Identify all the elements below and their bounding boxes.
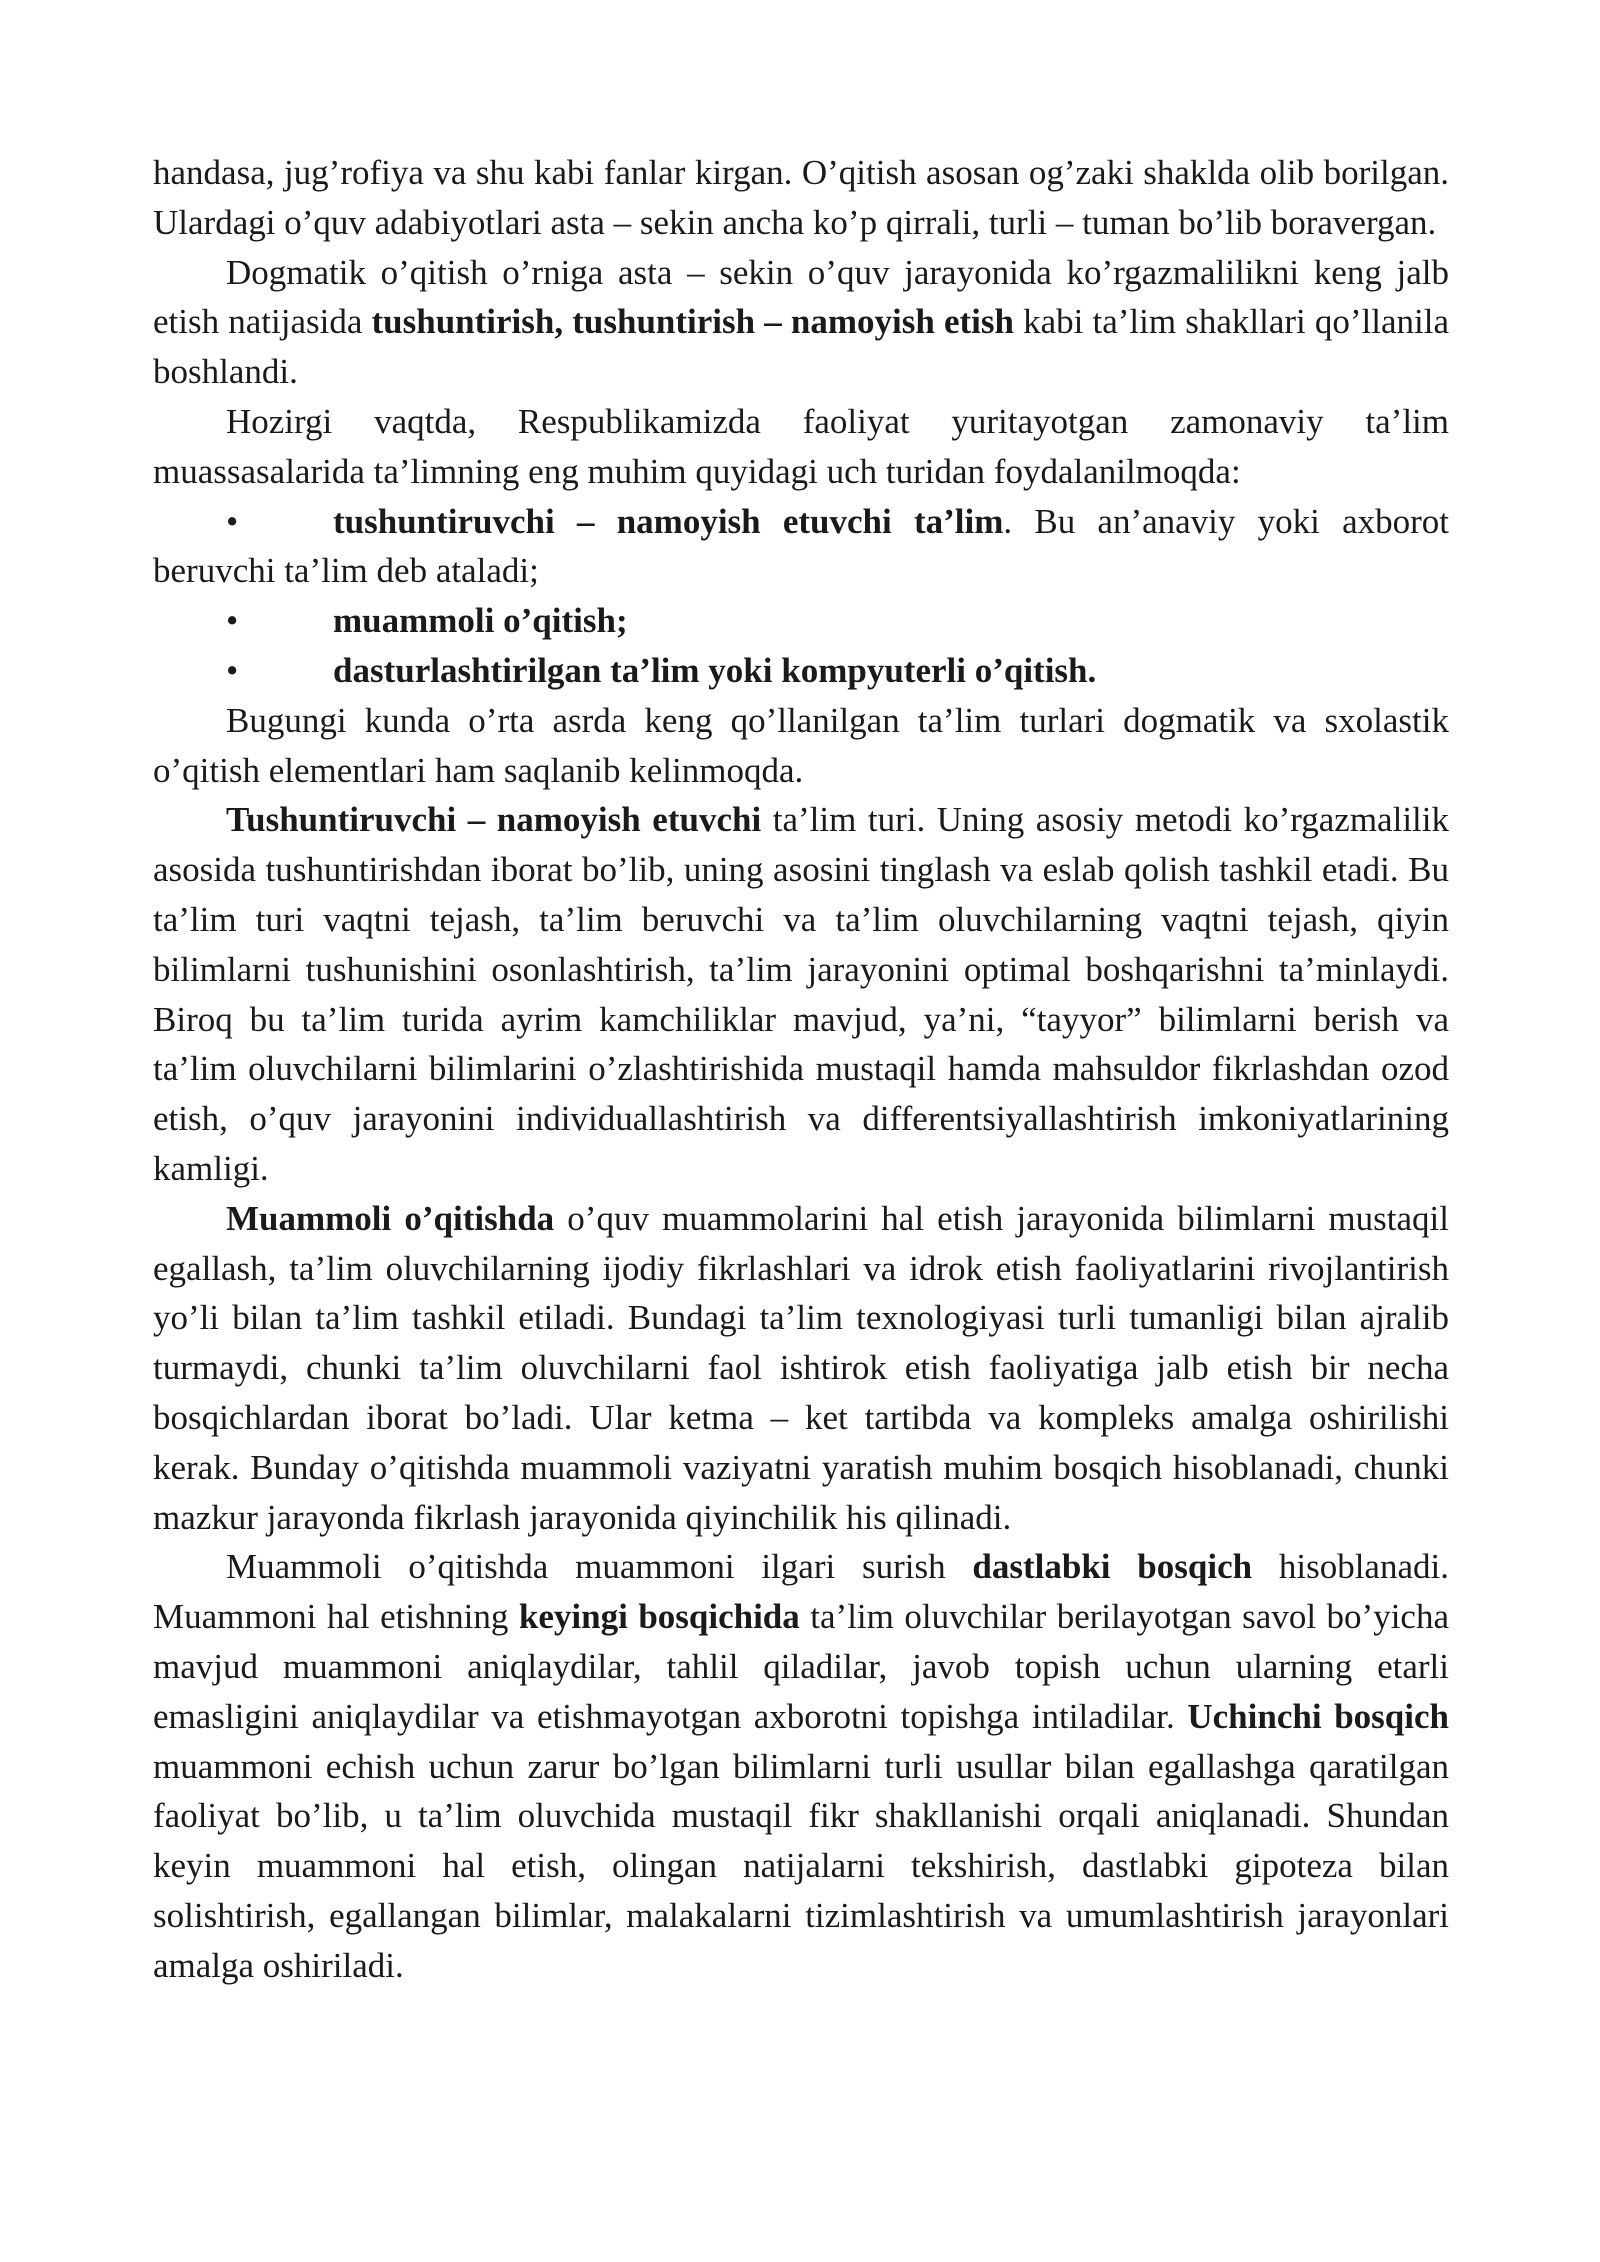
paragraph-bosqichlar (153, 1542, 1449, 1990)
paragraph-text: kabi ta’lim shakllari qo’llanila boshlandi. (153, 302, 1450, 392)
bullet-icon: • (226, 601, 239, 641)
paragraph-text: Bugungi kunda o’rta asrda keng qo’llanilgan ta’lim turlari dogmatik va sxolastik o’qitish elementlari ham saqlanib kelinmoqda. (153, 700, 1449, 790)
paragraph-tushuntiruvchi (153, 795, 1449, 1193)
paragraph-text: Muammoli o’qitishda muammoni ilgari surish (226, 1547, 973, 1587)
paragraph-text: handasa, jug’rofiya va shu kabi fanlar kirgan. O’qitish asosan og’zaki shaklda olib borilgan. Ulardagi o’quv adabiyotlari asta – sekin ancha ko’p qirrali, turli – tuman bo’lib boravergan. (153, 153, 1449, 242)
bold-term: tushuntiruvchi – namoyish etuvchi ta’lim (333, 501, 1004, 541)
paragraph-text: ta’lim oluvchilar berilayotgan savol bo’yicha mavjud muammoni aniqlaydilar, tahlil qiladilar, javob topish uchun ularning etarli emasligini aniqlaydilar va etishmayotgan axborotni topishga intiladilar. (153, 1597, 1449, 1736)
document-page (153, 148, 1449, 1990)
bold-term: Uchinchi bosqich (1187, 1696, 1449, 1736)
bold-term: Tushuntiruvchi – namoyish etuvchi (226, 800, 762, 840)
bold-term: tushuntirish, tushuntirish – namoyish etish (371, 302, 1014, 342)
bullet-item-dasturlashtirilgan (153, 646, 1449, 696)
bold-term: Muammoli o’qitishda (226, 1198, 555, 1238)
bullet-icon: • (226, 650, 239, 690)
paragraph-text: o’quv muammolarini hal etish jarayonida bilimlarni mustaqil egallash, ta’lim oluvchilarning ijodiy fikrlashlari va idrok etish faoliyatlarini rivojlantirish yo’li bilan ta’lim tashkil etiladi. Bundagi ta’lim texnologiyasi turli tumanligi bilan ajralib turmaydi, chunki ta’lim oluvchilarni faol ishtirok etish faoliyatiga jalb etish bir necha bosqichlardan iborat bo’ladi. Ular ketma – ket tartibda va kompleks amalga oshirilishi kerak. Bunday o’qitishda muammoli vaziyatni yaratish muhim bosqich hisoblanadi, chunki mazkur jarayonda fikrlash jarayonida qiyinchilik his qilinadi. (153, 1198, 1449, 1537)
paragraph-dogmatik (153, 248, 1449, 397)
paragraph-text: . Bu an’anaviy yoki axborot beruvchi ta’lim deb ataladi; (153, 501, 1449, 591)
bold-term: muammoli o’qitish; (333, 601, 628, 641)
paragraph-text: Hozirgi vaqtda, Respublikamizda faoliyat yuritayotgan zamonaviy ta’lim muassasalarida ta’limning eng muhim quyidagi uch turidan foydalanilmoqda: (153, 401, 1449, 491)
bold-term: keyingi bosqichida (518, 1597, 800, 1637)
paragraph-continuation (153, 148, 1449, 248)
paragraph-hozirgi (153, 397, 1449, 497)
bullet-item-muammoli (153, 596, 1449, 646)
bold-term: dastlabki bosqich (972, 1547, 1253, 1587)
paragraph-bugungi (153, 696, 1449, 796)
paragraph-text: ta’lim turi. Uning asosiy metodi ko’rgazmalilik asosida tushuntirishdan iborat bo’lib, uning asosini tinglash va eslab qolish tashkil etadi. Bu ta’lim turi vaqtni tejash, ta’lim beruvchi va ta’lim oluvchilarning vaqtni tejash, qiyin bilimlarni tushunishini osonlashtirish, ta’lim jarayonini optimal boshqarishni ta’minlaydi. Biroq bu ta’lim turida ayrim kamchiliklar mavjud, ya’ni, “tayyor” bilimlarni berish va ta’lim oluvchilarni bilimlarini o’zlashtirishida mustaqil hamda mahsuldor fikrlashdan ozod etish, o’quv jarayonini individuallashtirish va differentsiyallashtirish imkoniyatlarining kamligi. (153, 800, 1449, 1188)
bullet-item-tushuntiruvchi (153, 497, 1449, 597)
paragraph-muammoli (153, 1194, 1449, 1543)
bullet-icon: • (226, 501, 239, 541)
paragraph-text: muammoni echish uchun zarur bo’lgan bilimlarni turli usullar bilan egallashga qaratilgan faoliyat bo’lib, u ta’lim oluvchida mustaqil fikr shakllanishi orqali aniqlanadi. Shundan keyin muammoni hal etish, olingan natijalarni tekshirish, dastlabki gipoteza bilan solishtirish, egallangan bilimlar, malakalarni tizimlashtirish va umumlashtirish jarayonlari amalga oshiriladi. (153, 1746, 1449, 1985)
paragraph-text: hisoblanadi. Muammoni hal etishning (153, 1547, 1449, 1637)
bold-term: dasturlashtirilgan ta’lim yoki kompyuterli o’qitish. (333, 650, 1097, 690)
paragraph-text: Dogmatik o’qitish o’rniga asta – sekin o’quv jarayonida ko’rgazmalilikni keng jalb etish natijasida (153, 252, 1449, 342)
